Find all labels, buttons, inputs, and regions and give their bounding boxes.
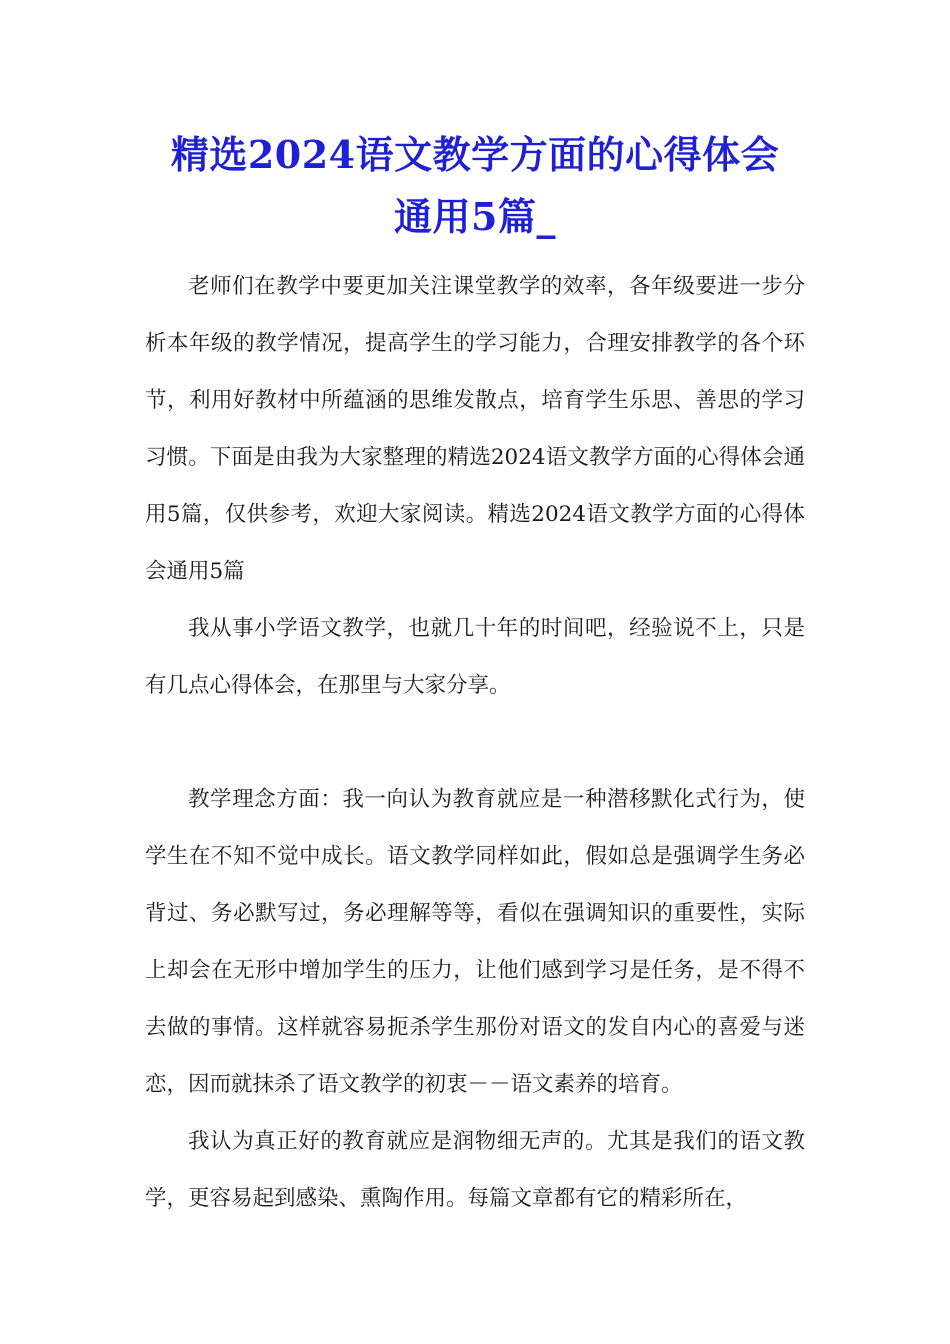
title-line-2: 通用5篇_: [394, 194, 556, 239]
blank-line: [145, 714, 805, 771]
paragraph-teaching-philosophy: 教学理念方面：我一向认为教育就应是一种潜移默化式行为，使学生在不知不觉中成长。语文教学同样如此，假如总是强调学生务必背过、务必默写过，务必理解等等，看似在强调知识的重要性，实际上却会在无形中增加学生的压力，让他们感到学习是任务，是不得不去做的事情。这样就容易扼杀学生那份对语文的发自内心的喜爱与迷恋，因而就抹杀了语文教学的初衷－－语文素养的培育。: [145, 787, 805, 1097]
paragraph-intro: 老师们在教学中要更加关注课堂教学的效率，各年级要进一步分析本年级的教学情况，提高学生的学习能力，合理安排教学的各个环节，利用好教材中所蕴涵的思维发散点，培育学生乐思、善思的学习习惯。下面是由我为大家整理的精选2024语文教学方面的心得体会通用5篇，仅供参考，欢迎大家阅读。精选2024语文教学方面的心得体会通用5篇: [145, 274, 805, 584]
title-line-1: 精选2024语文教学方面的心得体会: [170, 132, 780, 177]
paragraph-good-education: 我认为真正好的教育就应是润物细无声的。尤其是我们的语文教学，更容易起到感染、熏陶作用。每篇文章都有它的精彩所在，: [145, 1129, 805, 1211]
document-title: [100, 124, 850, 248]
document-body: [145, 258, 805, 1227]
paragraph-experience: 我从事小学语文教学，也就几十年的时间吧，经验说不上，只是有几点心得体会，在那里与大家分享。: [145, 616, 805, 698]
